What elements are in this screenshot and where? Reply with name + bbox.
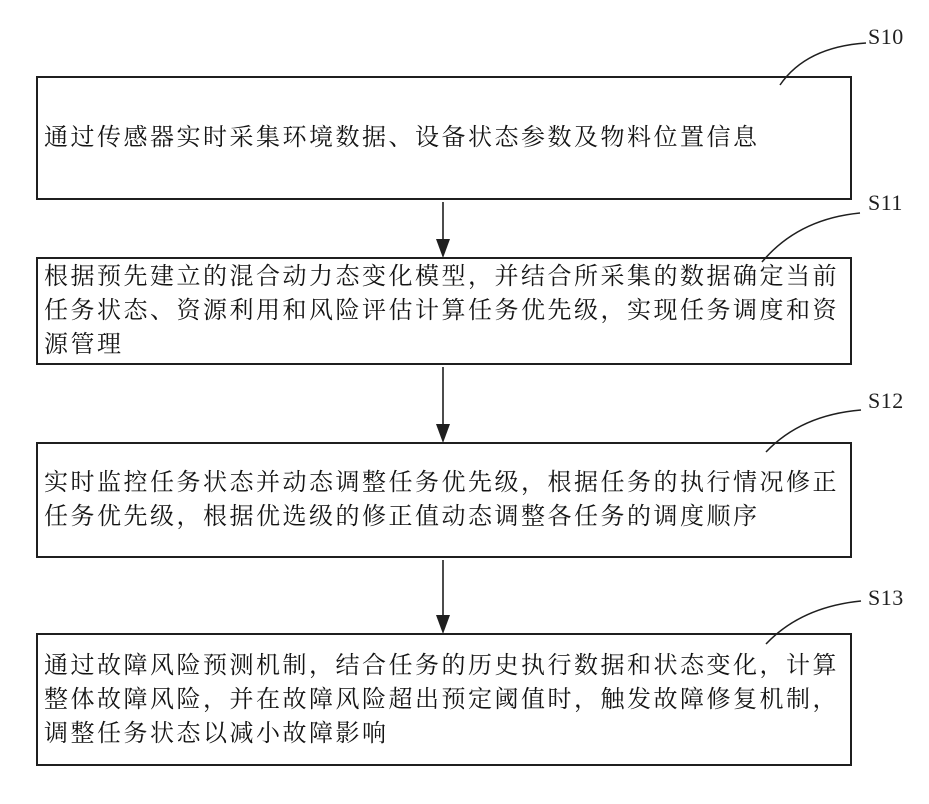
flow-arrow-1: [436, 202, 450, 258]
step-box-s12: [36, 442, 852, 558]
leader-line-s11: [762, 213, 860, 262]
flow-arrow-3: [436, 560, 450, 634]
step-box-s13: [36, 633, 852, 766]
step-label-s10: S10: [868, 24, 904, 49]
step-text-s13: 通过故障风险预测机制，结合任务的历史执行数据和状态变化，计算整体故障风险，并在故障风险超出预定阈值时，触发故障修复机制，调整任务状态以减小故障影响: [44, 652, 839, 747]
step-text-s11: 根据预先建立的混合动力态变化模型，并结合所采集的数据确定当前任务状态、资源利用和风险评估计算任务优先级，实现任务调度和资源管理: [44, 264, 839, 358]
step-label-s11: S11: [868, 190, 903, 215]
flow-arrow-2: [436, 367, 450, 443]
step-box-s10: [36, 76, 852, 200]
step-label-s12: S12: [868, 388, 904, 413]
step-label-s13: S13: [868, 585, 904, 610]
step-text-s12: 实时监控任务状态并动态调整任务优先级，根据任务的执行情况修正任务优先级，根据优选级的修正值动态调整各任务的调度顺序: [44, 470, 839, 530]
step-text-s10: 通过传感器实时采集环境数据、设备状态参数及物料位置信息: [44, 125, 760, 151]
step-box-s11: [36, 257, 852, 365]
